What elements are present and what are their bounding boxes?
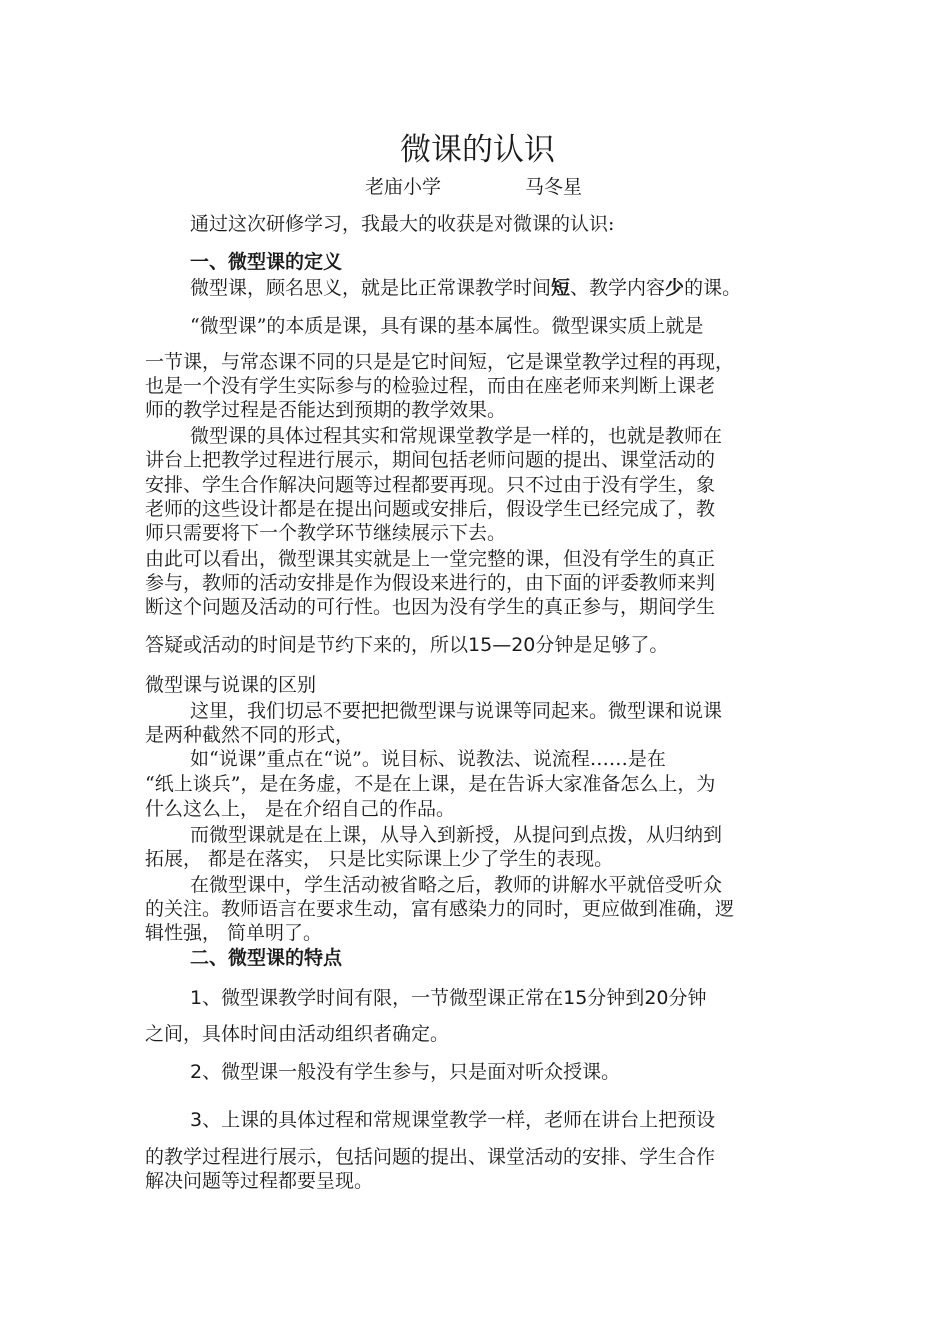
paragraph-line: 的关注。教师语言在要求生动，富有感染力的同时，更应做到准确，逻 <box>145 898 735 920</box>
subsection-heading: 微型课与说课的区别 <box>145 674 317 696</box>
paragraph-line: 如“说课”重点在“说”。说目标、说教法、说流程……是在 <box>190 748 666 770</box>
paragraph-line: 老师的这些设计都是在提出问题或安排后，假设学生已经完成了，教 <box>145 498 716 520</box>
paragraph-line: 什么这么上， 是在介绍自己的作品。 <box>145 798 456 820</box>
school-name: 老庙小学 <box>365 176 442 198</box>
paragraph-line: 拓展， 都是在落实， 只是比实际课上少了学生的表现。 <box>145 848 614 870</box>
paragraph-line: 在微型课中，学生活动被省略之后，教师的讲解水平就倍受听众 <box>190 874 723 896</box>
section-heading-features: 二、微型课的特点 <box>190 947 343 969</box>
document-page <box>145 0 810 1344</box>
paragraph-line: 而微型课就是在上课，从导入到新授，从提问到点拨，从归纳到 <box>190 824 723 846</box>
paragraph-line: 断这个问题及活动的可行性。也因为没有学生的真正参与，期间学生 <box>145 596 716 618</box>
feature-item-1: 1、微型课教学时间有限，一节微型课正常在15分钟到20分钟 <box>190 987 707 1009</box>
intro-paragraph: 通过这次研修学习，我最大的收获是对微课的认识: <box>190 213 615 235</box>
paragraph-line: 这里，我们切忌不要把把微型课与说课等同起来。微型课和说课 <box>190 700 723 722</box>
author-name: 马冬星 <box>525 176 583 198</box>
paragraph-line: 的教学过程进行展示，包括问题的提出、课堂活动的安排、学生合作 <box>145 1146 716 1168</box>
feature-item-3: 3、上课的具体过程和常规课堂教学一样，老师在讲台上把预设 <box>190 1109 716 1131</box>
paragraph-line: 答疑或活动的时间是节约下来的，所以15—20分钟是足够了。 <box>145 634 669 656</box>
paragraph-line: “微型课”的本质是课，具有课的基本属性。微型课实质上就是 <box>190 315 704 337</box>
paragraph-line: 由此可以看出，微型课其实就是上一堂完整的课，但没有学生的真正 <box>145 548 716 570</box>
paragraph-line: 一节课，与常态课不同的只是是它时间短，它是课堂教学过程的再现， <box>145 351 735 373</box>
paragraph-line: 讲台上把教学过程进行展示，期间包括老师问题的提出、课堂活动的 <box>145 449 716 471</box>
feature-item-2: 2、微型课一般没有学生参与，只是面对听众授课。 <box>190 1061 621 1083</box>
paragraph-line: 安排、学生合作解决问题等过程都要再现。只不过由于没有学生，象 <box>145 474 716 496</box>
paragraph-line: 参与，教师的活动安排是作为假设来进行的，由下面的评委教师来判 <box>145 572 716 594</box>
paragraph-line: 师的教学过程是否能达到预期的教学效果。 <box>145 399 507 421</box>
paragraph-line: “纸上谈兵”，是在务虚，不是在上课，是在告诉大家准备怎么上，为 <box>145 773 716 795</box>
paragraph-line: 解决问题等过程都要呈现。 <box>145 1170 374 1192</box>
document-title: 微课的认识 <box>400 132 555 168</box>
definition-paragraph: 微型课，顾名思义，就是比正常课教学时间短、教学内容少的课。 <box>190 277 742 299</box>
section-heading-definition: 一、微型课的定义 <box>190 251 343 273</box>
paragraph-line: 之间，具体时间由活动组织者确定。 <box>145 1023 450 1045</box>
paragraph-line: 也是一个没有学生实际参与的检验过程，而由在座老师来判断上课老 <box>145 375 716 397</box>
paragraph-line: 师只需要将下一个教学环节继续展示下去。 <box>145 522 507 544</box>
paragraph-line: 是两种截然不同的形式， <box>145 724 355 746</box>
paragraph-line: 微型课的具体过程其实和常规课堂教学是一样的，也就是教师在 <box>190 425 723 447</box>
paragraph-line: 辑性强， 简单明了。 <box>145 922 323 944</box>
